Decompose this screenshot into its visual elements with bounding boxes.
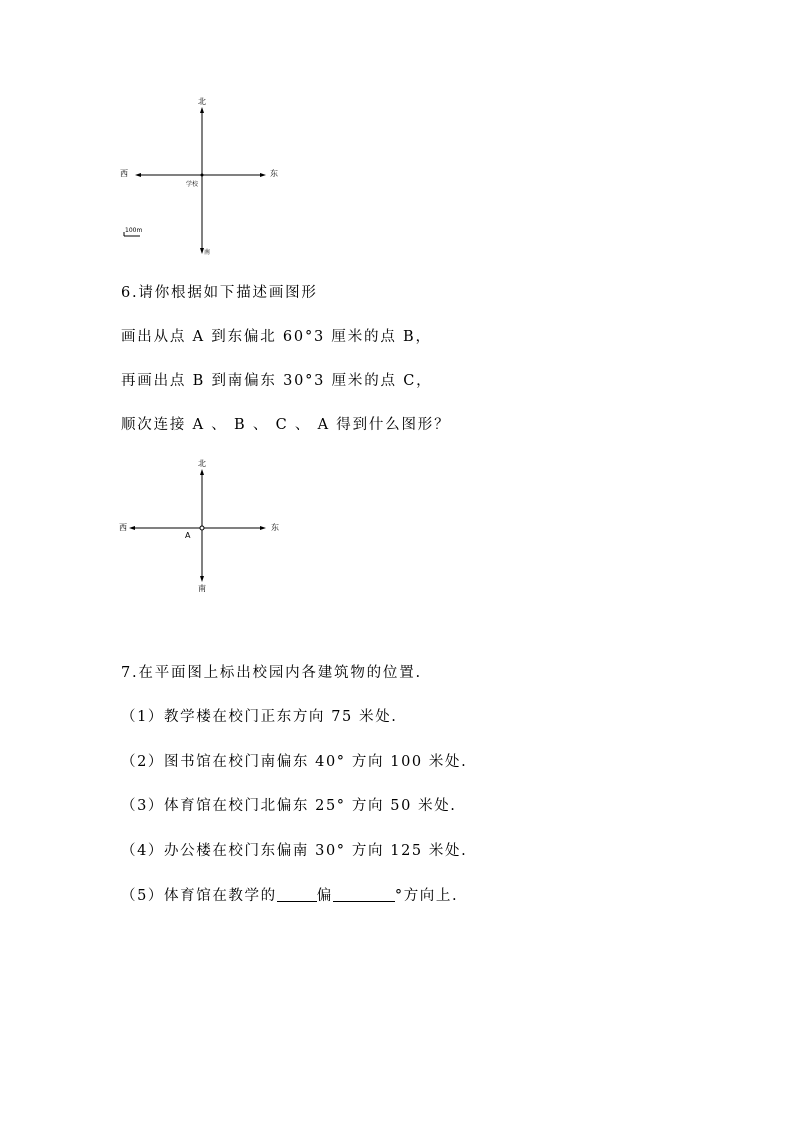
question-7-item-5: [121, 887, 458, 905]
question-7-item-2: （2）图书馆在校门南偏东 40° 方向 100 米处.: [121, 754, 468, 770]
west-arrow-icon: [135, 173, 141, 177]
compass-diagram-point-a: [118, 458, 288, 598]
compass-axes: [118, 96, 288, 262]
scale-label: 100m: [125, 227, 143, 234]
question-6-line-3: 顺次连接 A 、 B 、 C 、 A 得到什么图形？: [121, 417, 451, 433]
question-7-item-1: （1）教学楼在校门正东方向 75 米处.: [121, 709, 398, 725]
question-7-title: 7.在平面图上标出校园内各建筑物的位置.: [121, 665, 422, 681]
north-arrow-icon: [200, 469, 204, 475]
angle-blank-2[interactable]: [333, 887, 395, 902]
south-label-2: 南: [198, 584, 206, 593]
question-6-line-2: 再画出点 B 到南偏东 30°3 厘米的点 C，: [121, 373, 433, 389]
center-point-icon: [201, 174, 204, 177]
west-label: 西: [120, 169, 128, 178]
west-arrow-icon: [129, 526, 135, 530]
south-arrow-icon: [200, 576, 204, 582]
east-label-2: 东: [271, 523, 279, 532]
north-label: 北: [198, 97, 206, 106]
question-7-item-4: （4）办公楼在校门东偏南 30° 方向 125 米处.: [121, 843, 468, 859]
item-5-text-part-3: °方向上.: [394, 888, 459, 904]
east-arrow-icon: [260, 173, 266, 177]
south-label: 南: [204, 249, 211, 256]
north-label-2: 北: [198, 459, 206, 468]
point-a-label: A: [185, 531, 191, 540]
north-arrow-icon: [200, 107, 204, 113]
east-label: 东: [270, 169, 278, 178]
direction-blank-1[interactable]: [277, 887, 317, 902]
question-6-line-1: 画出从点 A 到东偏北 60°3 厘米的点 B，: [121, 329, 432, 345]
point-a-icon: [200, 526, 204, 530]
east-arrow-icon: [260, 526, 266, 530]
question-7-item-3: （3）体育馆在校门北偏东 25° 方向 50 米处.: [121, 798, 457, 814]
question-6-title: 6.请你根据如下描述画图形: [121, 285, 318, 301]
item-5-text-part-2: 偏: [316, 888, 333, 904]
compass-axes-2: [118, 458, 288, 598]
compass-diagram-school: [118, 96, 288, 262]
center-label: 学校: [186, 181, 199, 188]
item-5-text-part-1: （5）体育馆在教学的: [121, 888, 277, 904]
west-label-2: 西: [119, 523, 127, 532]
